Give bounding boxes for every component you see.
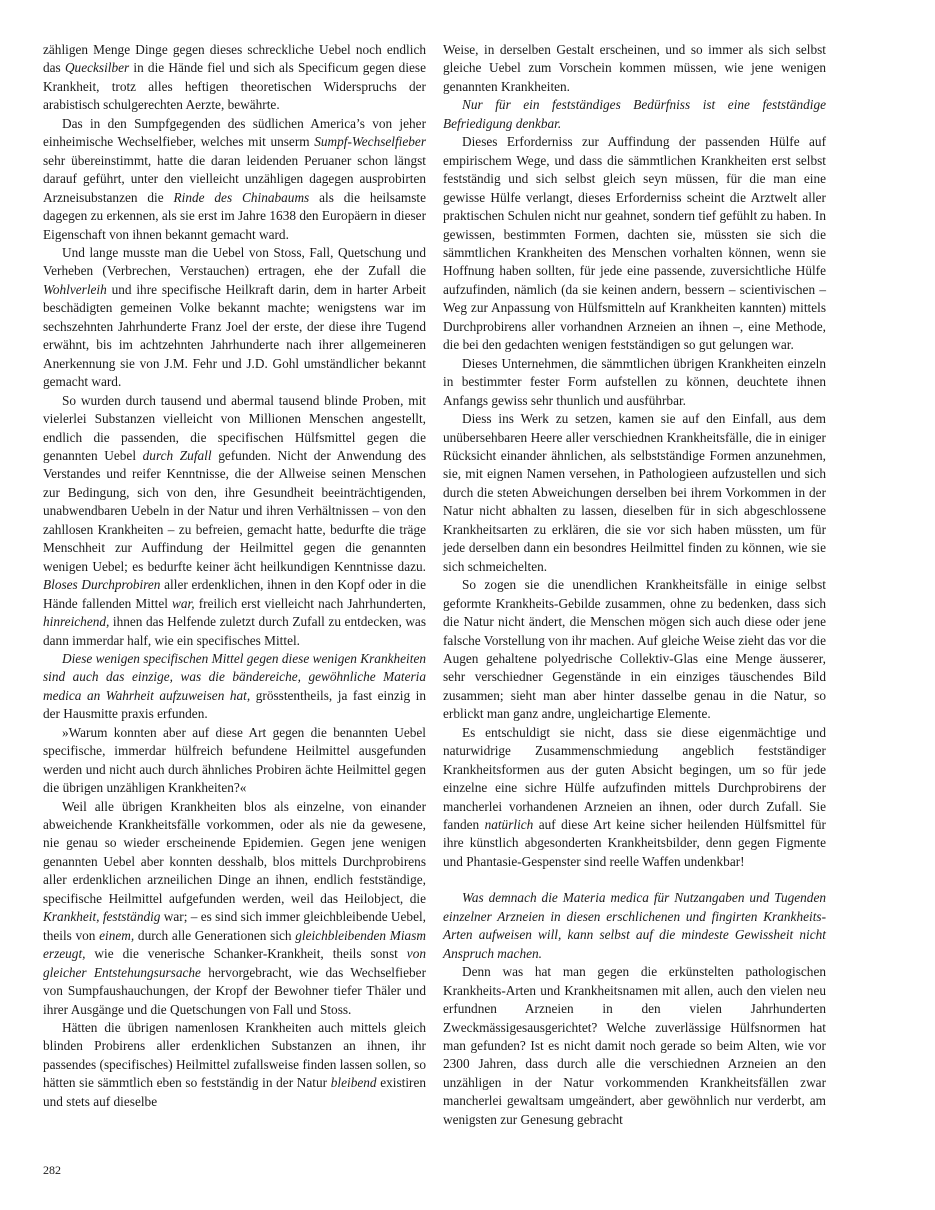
body-text: freilich erst vielleicht nach Jahrhunderten, (194, 595, 426, 611)
body-text: ihnen das Helfende zuletzt durch Zufall zu entdecken, was dann immerdar half, wie ein specifisches Mittel. (43, 614, 426, 648)
right-column (443, 41, 826, 1129)
paragraph (443, 576, 826, 724)
body-text: und ihre specifische Heilkraft darin, dem in harter Arbeit beschädigten gemeinen Volke bekannt machte; wenigstens war im sechszehnten Jahrhunderte Franz Joel der erste, der diese ihre Tugend erwähnt, bis im achtzehnten Jahrhunderte nach ihrer allgemeineren Anerkennung sie von J.M. Fehr und J.D. Gohl umständlicher bekannt gemacht ward. (43, 281, 426, 390)
emphasis-text: bleibend (330, 1075, 377, 1091)
body-text: existiren und stets auf dieselbe (43, 1075, 426, 1109)
body-text: Dieses Unternehmen, die sämmtlichen übrigen Krankheiten einzeln in bestimmter fester Form aufstellen zu können, deuchtete ihnen Anfangs gewiss sehr thunlich und ausführbar. (443, 355, 826, 408)
body-text: »Warum konnten aber auf diese Art gegen die benannten Uebel specifische, immerdar hülfreich befundene Heilmittel ausgefunden werden und nicht auch durch ähnliches Probiren ächte Heilmittel gegen die übrigen unzähligen Krankheiten?« (43, 724, 426, 796)
paragraph (43, 724, 426, 798)
emphasis-text: hinreichend, (43, 614, 110, 630)
body-text: Hätten die übrigen namenlosen Krankheiten auch mittels gleich blinden Probirens aller erdenklichen Substanzen an ihnen, ihr passendes (specifisches) Heilmittel zufallsweise finden lassen sollen, so hätten sie sämmtlich eben so festständig in der Natur (43, 1020, 426, 1091)
page-number: 282 (43, 1163, 61, 1177)
body-text: So zogen sie die unendlichen Krankheitsfälle in einige selbst geformte Krankheits-Gebilde zusammen, ohne zu bedenken, dass sich die Natur nicht ändert, die Menschen mögen sich auch diese oder jene falsche Vorstellung von ihr machen. Auf gleiche Weise zieht das vor die Augen gehaltene polyedrische Collektiv-Glas eine Menge äusserer, sehr verschiedner Gegenstände in ein einziges täuschendes Bild zusammen; sieht man aber hinter dasselbe genau in die Natur, so erblickt man ganz andre, ungleichartige Elemente. (443, 577, 826, 722)
paragraph (43, 115, 426, 244)
emphasis-text: Was demnach die Materia medica für Nutzangaben und Tugenden einzelner Arzneien in diesen erschlichenen und fingirten Krankheits-Arten aufweisen will, kann selbst auf die mindeste Gewissheit nicht Anspruch machen. (443, 890, 826, 961)
body-text: grösstentheils, ja fast einzig in der Hausmitte praxis erfunden. (43, 687, 427, 722)
body-text: Denn was hat man gegen die erkünstelten pathologischen Krankheits-Arten und Krankheitsnamen mit allen, auch den vielen neu erfundnen Arzneien in den vielen Jahrhunderten Zweckmässigesausgerichtet? Welche zuverlässige Hülfsnormen hat man gefunden? Ist es nicht damit noch gerade so beim Alten, wie vor 2300 Jahren, dass durch alle die verschiednen Arzneien an den unzähligen in der Natur vorkommenden Krankheitsfällen zwar mancherlei gewaltsam umgeändert, aber gewöhnlich nur verderbt, am wenigsten zur Genesung gebracht (443, 964, 826, 1127)
body-text: So wurden durch tausend und abermal tausend blinde Proben, mit vielerlei Substanzen vielleicht von Millionen Menschen angestellt, endlich die passenden, die specifischen Hülfsmittel gegen die genannten Uebel (43, 392, 426, 463)
emphasis-text: Quecksilber (64, 60, 130, 76)
emphasis-text: Diese wenigen specifischen Mittel gegen diese wenigen Krankheiten sind auch das einzige, was die bändereiche, gewöhnliche Materia medica an Wahrheit aufzuweisen hat, (43, 650, 426, 703)
emphasis-text: natürlich (484, 817, 534, 833)
emphasis-text: Nur für ein festständiges Bedürfniss ist eine festständige Befriedigung denkbar. (443, 97, 826, 131)
paragraph (443, 963, 826, 1129)
left-column (43, 41, 426, 1111)
paragraph (43, 798, 426, 1019)
emphasis-text: gleichbleibenden Miasm erzeugt, (43, 927, 426, 962)
body-text: Es entschuldigt sie nicht, dass sie diese eigenmächtige und naturwidrige Zusammenschmiedung angeblich festständiger Krankheitsformen aus der guten Absicht begingen, um so für jede einzelne eine sichre Hülfe aufzufinden mittels Durchprobirens der mancherlei vorhandenen Arzneien an ihnen, oder durch Zufall. Sie fanden (443, 724, 826, 833)
body-text: zähligen Menge Dinge gegen dieses schreckliche Uebel noch endlich das (43, 42, 426, 76)
paragraph (443, 410, 826, 576)
emphasis-text: Sumpf-Wechselfieber (314, 134, 426, 150)
emphasis-text: durch Zufall (142, 447, 212, 463)
emphasis-text: Rinde des Chinabaums (173, 189, 310, 205)
body-text: Weil alle übrigen Krankheiten blos als einzelne, von einander abweichende Krankheitsfälle vorkommen, oder als nie da gewesene, nie genau so wieder erscheinende Epidemien. Gegen jene wenigen genannten Uebel aber konnten desshalb, blos mittels Durchprobirens aller erdenklichen arzneilichen Dinge an ihnen, endlich festständige, specifische Heilmittel aufgefunden werden, weil das Heilobject, die (43, 798, 426, 906)
body-text: gefunden. Nicht der Anwendung des Verstandes und reifer Kenntnisse, die der Allweise seinen Menschen zur Bedingung, sich von den, ihre Gesundheit beeinträchtigenden, unabwendbaren Uebeln in der Natur und ihren Verhältnissen – von den zahllosen Krankheiten – zu befreien, gemacht hatte, bedurfte die träge Menschheit zur Auffindung der Heilmittel gegen die genannten wenigen Uebel; es bedurfte keiner ächt heilkundigen Kenntnisse dazu. (43, 447, 426, 574)
body-text: auf diese Art keine sicher heilenden Hülfsmittel für ihre künstlich abgesonderten Krankheitsbilder, denn gegen Figmente und Phantasie-Gespenster sind reelle Waffen undenkbar! (443, 817, 826, 869)
paragraph (43, 650, 426, 724)
body-text: hervorgebracht, wie das Wechselfieber von Sumpfaushauchungen, der Kropf der Bewohner tiefer Thäler und ihrer Ausgänge und die Quetschungen von Fall und Stoss. (43, 964, 426, 1017)
emphasis-text: von gleicher Entstehungsursache (43, 946, 426, 980)
body-text: wie die venerische Schanker-Krankheit, theils sonst (85, 946, 407, 962)
body-text: Weise, in derselben Gestalt erscheinen, und so immer als sich selbst gleiche Uebel zum Vorschein kommen müssen, wie jene wenigen genannten Krankheiten. (443, 42, 826, 94)
paragraph (43, 392, 426, 650)
body-text: Das in den Sumpfgegenden des südlichen America’s von jeher einheimische Wechselfieber, welches mit unserm (43, 115, 426, 150)
body-text: aller erdenklichen, ihnen in den Kopf oder in die Hände fallenden Mittel (43, 577, 426, 611)
paragraph (443, 96, 826, 133)
emphasis-text: Bloses Durchprobiren (43, 577, 161, 593)
paragraph (443, 41, 826, 96)
body-text: durch alle Generationen sich (134, 927, 296, 943)
paragraph (443, 724, 826, 872)
body-text: in die Hände fiel und sich als Specificum gegen diese Krankheit, trotz alles heftigen theoretischen Widerspruchs der arabistisch schulgerechten Aerzte, bewährte. (43, 60, 426, 113)
paragraph (43, 1019, 426, 1111)
paragraph (443, 133, 826, 354)
paragraph (43, 244, 426, 392)
body-text: als die heilsamste dagegen zu erkennen, als sie erst im Jahre 1638 den Europäern in dieser Eigenschaft von ihnen bekannt gemacht ward. (43, 189, 426, 242)
paragraph (443, 889, 826, 963)
emphasis-text: war, (172, 595, 195, 611)
body-text: Und lange musste man die Uebel von Stoss, Fall, Quetschung und Verheben (Verbrechen, Verstauchen) ertragen, ehe der Zufall die (43, 244, 426, 279)
body-text: war; – es sind sich immer gleichbleibende Uebel, theils von (43, 909, 427, 943)
emphasis-text: Krankheit, festständig (43, 909, 161, 925)
emphasis-text: Wohlverleih (43, 281, 107, 297)
emphasis-text: einem, (99, 927, 135, 943)
paragraph (43, 41, 426, 115)
paragraph (443, 355, 826, 410)
body-text: Diess ins Werk zu setzen, kamen sie auf den Einfall, aus dem unübersehbaren Heere aller verschiednen Krankheitsfälle, die in einiger Rücksicht einander ähnlichen, als selbstständige Formen anzunehmen, sie, mit eignen Namen versehen, in Pathologieen aufzustellen und sich durch die steten Abweichungen derselben bei ihrem Vorkommen in der Natur nicht abhalten zu lassen, dieselben für in sich abgeschlossene Krankheitsarten zu erklären, die sie vor sich haben müssten, um für jede derselben dann ein besondres Heilmittel finden zu können, wie sie sich schmeichelten. (443, 411, 826, 574)
body-text: Dieses Erforderniss zur Auffindung der passenden Hülfe auf empirischem Wege, und dass die sämmtlichen Krankheiten erst selbst festständig und sich selbst gleich seyn müssen, für die man eine gewisse Hülfe verlangt, dieses Erforderniss scheint die Arztwelt aller praktischen Schulen nicht nur geahnet, sondern tief gefühlt zu haben. In gewissen, bestimmten Formen, dachten sie, müssten sie sich die sämmtlichen Krankheiten des Menschen vorhalten können, wenn sie Hoffnung haben sollten, für jede eine passende, zuversichtliche Hülfe aufzufinden, nämlich (da sie keinen andern, bessern – scientivischen – Weg zur Anpassung von Hülfsmitteln auf Krankheiten kannten) mittels Durchprobirens aller vorhandnen Arzneien an ihnen –, eine Methode, die bei den gedachten wenigen festständigen so gut gelungen war. (443, 134, 826, 353)
body-text: sehr übereinstimmt, hatte die daran leidenden Peruaner schon längst darauf geführt, unter den vielleicht unzähligen dagegen ausprobirten Arzneisubstanzen die (43, 152, 426, 205)
